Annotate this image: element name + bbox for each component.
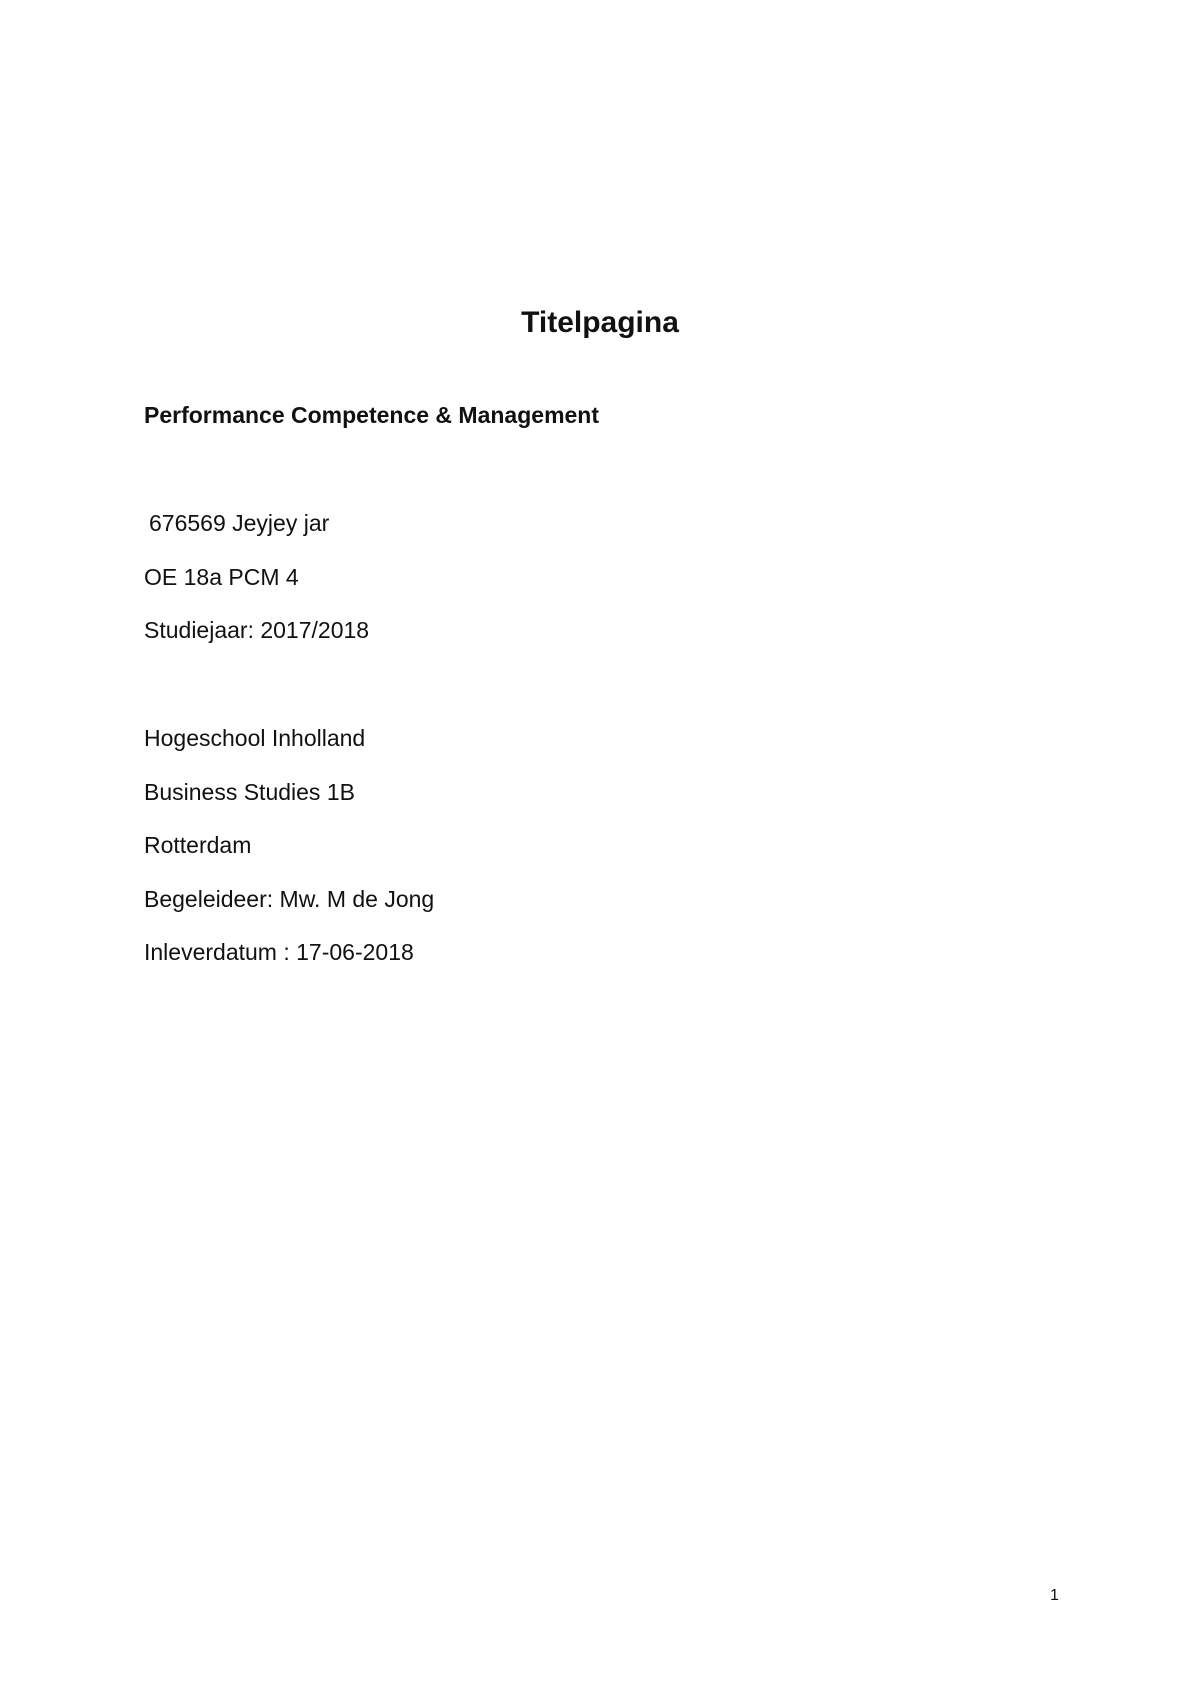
course-title: Performance Competence & Management bbox=[144, 402, 600, 428]
page-title: Titelpagina bbox=[521, 306, 679, 340]
supervisor: Begeleideer: Mw. M de Jong bbox=[144, 886, 435, 912]
student-id-name: 676569 Jeyjey jar bbox=[149, 510, 330, 536]
page-number: 1 bbox=[1050, 1587, 1059, 1604]
submission-date: Inleverdatum : 17-06-2018 bbox=[144, 939, 414, 965]
school-name: Hogeschool Inholland bbox=[144, 725, 366, 751]
class-code: OE 18a PCM 4 bbox=[144, 564, 299, 590]
study-year: Studiejaar: 2017/2018 bbox=[144, 617, 370, 643]
program-name: Business Studies 1B bbox=[144, 779, 355, 805]
city-name: Rotterdam bbox=[144, 832, 252, 858]
